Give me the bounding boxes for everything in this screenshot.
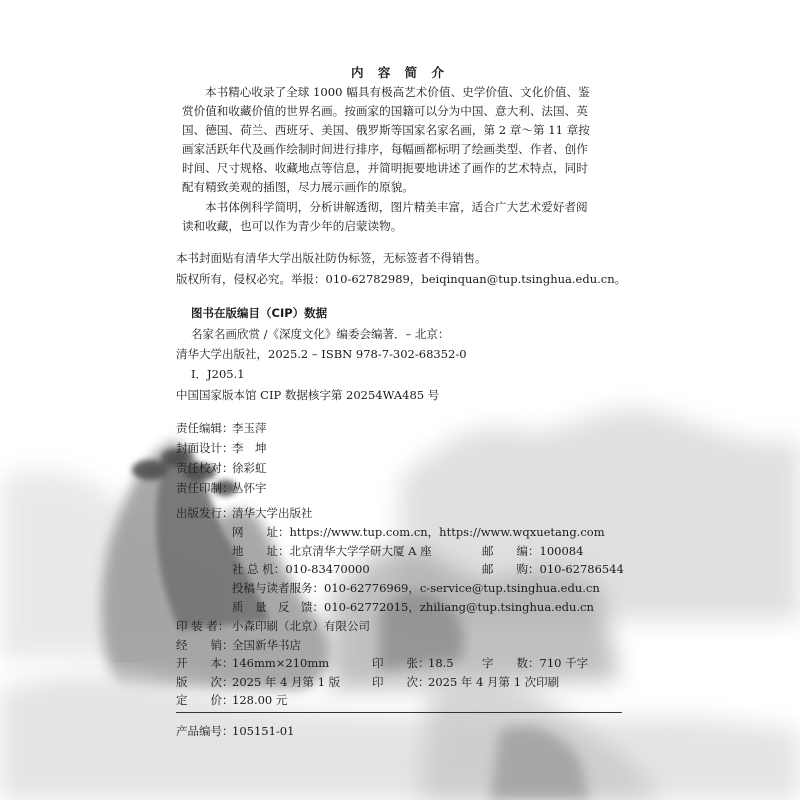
anti-counterfeit-notice: 本书封面贴有清华大学出版社防伪标签，无标签者不得销售。	[176, 251, 487, 265]
phone-row	[232, 562, 370, 576]
distributor-row	[176, 638, 301, 652]
intro-line: 赏价值和收藏价值的世界名画。按画家的国籍可以分为中国、意大利、法国、英	[182, 104, 588, 118]
sheets-label: 印 张：	[372, 656, 430, 670]
editor-value: 李 坤	[232, 441, 267, 455]
edition-value: 2025 年 4 月第 1 版	[232, 675, 341, 689]
word-count-row	[482, 656, 588, 670]
editor-label: 责任印制：	[176, 481, 234, 495]
editor-label: 责任编辑：	[176, 421, 234, 435]
publisher-value: 清华大学出版社	[232, 506, 313, 520]
word-count-label: 字 数：	[482, 656, 540, 670]
publisher-row	[176, 506, 313, 520]
reader-service-row	[232, 581, 600, 595]
editor-label: 封面设计：	[176, 441, 234, 455]
website-label: 网 址：	[232, 525, 290, 539]
zip-label: 邮 编：	[482, 544, 540, 558]
website-value: https://www.tup.com.cn，https://www.wqxuetang.com	[289, 525, 605, 539]
phone-value: 010-83470000	[285, 562, 370, 576]
cip-line: Ⅰ．J205.1	[191, 367, 245, 381]
address-label: 地 址：	[232, 544, 290, 558]
product-code-row	[176, 724, 294, 738]
reader-service-value: 010-62776969，c-service@tup.tsinghua.edu.cn	[324, 581, 600, 595]
distributor-value: 全国新华书店	[232, 638, 301, 652]
publisher-label: 出版发行：	[176, 506, 234, 520]
edition-label: 版 次：	[176, 675, 234, 689]
sheets-row	[372, 656, 454, 670]
cip-line: 清华大学出版社，2025.2 – ISBN 978-7-302-68352-0	[176, 347, 467, 361]
website-row	[232, 525, 605, 539]
editor-row	[176, 421, 267, 435]
intro-paragraph	[182, 83, 618, 197]
product-code-value: 105151-01	[232, 724, 295, 738]
print-run-value: 2025 年 4 月第 1 次印刷	[428, 675, 560, 689]
intro-line: 配有精致美观的插图，尽力展示画作的原貌。	[182, 180, 414, 194]
printer-row	[176, 619, 370, 633]
copyright-notice: 版权所有，侵权必究。举报：010-62782989，beiqinquan@tup.tsinghua.edu.cn。	[176, 272, 627, 286]
editor-label: 责任校对：	[176, 461, 234, 475]
address-row	[232, 544, 432, 558]
editor-value: 徐彩虹	[232, 461, 267, 475]
quality-feedback-row	[232, 600, 594, 614]
intro-line: 国、德国、荷兰、西班牙、美国、俄罗斯等国家名家名画，第 2 章～第 11 章按	[182, 123, 590, 137]
mail-order-label: 邮 购：	[482, 562, 540, 576]
printer-value: 小森印刷（北京）有限公司	[232, 619, 370, 633]
format-label: 开 本：	[176, 656, 234, 670]
reader-service-label: 投稿与读者服务：	[232, 581, 324, 595]
address-value: 北京清华大学学研大厦 A 座	[289, 544, 432, 558]
editor-row	[176, 481, 267, 495]
product-code-label: 产品编号：	[176, 724, 234, 738]
quality-feedback-value: 010-62772015，zhiliang@tup.tsinghua.edu.cn	[324, 600, 594, 614]
zip-value: 100084	[539, 544, 584, 558]
mail-order-value: 010-62786544	[539, 562, 624, 576]
editor-value: 李玉萍	[232, 421, 267, 435]
word-count-value: 710 千字	[539, 656, 589, 670]
intro-line: 本书精心收录了全球 1000 幅具有极高艺术价值、史学价值、文化价值、鉴	[205, 85, 590, 99]
mail-order-row	[482, 562, 624, 576]
phone-label: 社 总 机：	[232, 562, 286, 576]
editor-row	[176, 461, 267, 475]
format-row	[176, 656, 329, 670]
edition-row	[176, 675, 340, 689]
section-title: 内 容 简 介	[350, 65, 450, 80]
print-run-row	[372, 675, 559, 689]
zip-row	[482, 544, 583, 558]
quality-feedback-label: 质 量 反 馈：	[232, 600, 324, 614]
editor-value: 丛怀宇	[232, 481, 267, 495]
cip-line: 名家名画欣赏 /《深度文化》编委会编著．– 北京：	[191, 327, 450, 341]
intro-line: 画家活跃年代及画作绘制时间进行排序，每幅画都标明了绘画类型、作者、创作	[182, 142, 588, 156]
price-value: 128.00 元	[232, 693, 288, 707]
cip-line: 中国国家版本馆 CIP 数据核字第 20254WA485 号	[176, 388, 440, 402]
format-value: 146mm×210mm	[232, 656, 330, 670]
intro2-line: 本书体例科学简明，分析讲解透彻，图片精美丰富，适合广大艺术爱好者阅	[205, 200, 588, 214]
editor-row	[176, 441, 267, 455]
cip-heading: 图书在版编目（CIP）数据	[191, 306, 328, 320]
printer-label: 印 装 者：	[176, 619, 230, 633]
price-label: 定 价：	[176, 693, 234, 707]
intro2-line: 读和收藏，也可以作为青少年的启蒙读物。	[182, 219, 403, 233]
price-row	[176, 693, 287, 707]
intro-paragraph-2	[182, 198, 618, 236]
intro-line: 时间、尺寸规格、收藏地点等信息，并简明扼要地讲述了画作的艺术特点，同时	[182, 161, 588, 175]
print-run-label: 印 次：	[372, 675, 430, 689]
divider-rule	[176, 712, 622, 713]
distributor-label: 经 销：	[176, 638, 234, 652]
sheets-value: 18.5	[428, 656, 454, 670]
